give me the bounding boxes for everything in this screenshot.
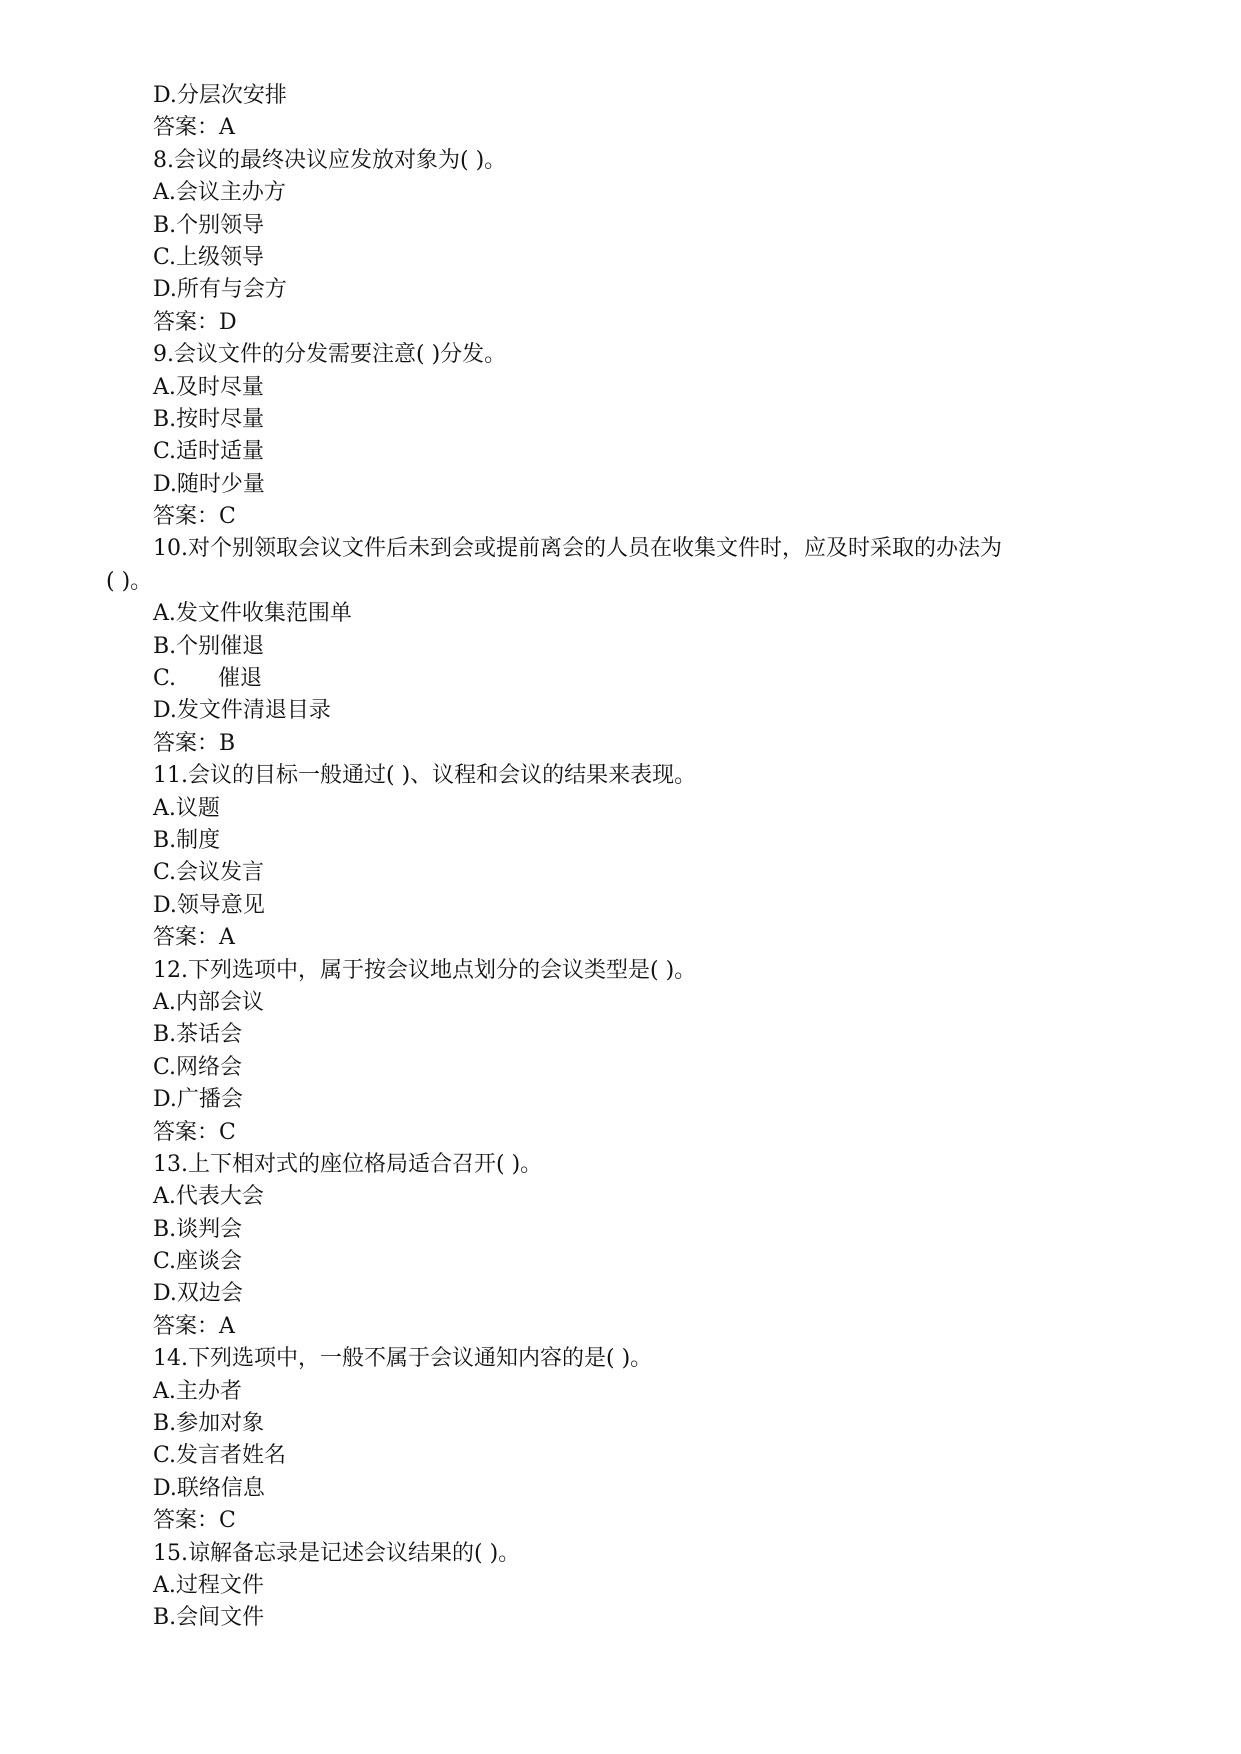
option-line: B.制度 xyxy=(153,827,221,853)
option-line: A.议题 xyxy=(153,795,220,821)
option-line: C.上级领导 xyxy=(153,244,265,270)
option-line: D.发文件清退目录 xyxy=(153,698,331,724)
answer-line: 答案：C xyxy=(153,1508,236,1534)
option-line: A.内部会议 xyxy=(153,989,264,1015)
option-line: D.随时少量 xyxy=(153,471,265,497)
answer-line: 答案：B xyxy=(153,730,236,756)
option-line: C.适时适量 xyxy=(153,439,265,465)
answer-line: 答案：C xyxy=(153,504,236,530)
question-line: 15.谅解备忘录是记述会议结果的( )。 xyxy=(153,1540,521,1566)
option-line: A.主办者 xyxy=(153,1378,242,1404)
question-continuation-line: ( )。 xyxy=(106,568,153,594)
question-line: 9.会议文件的分发需要注意( )分发。 xyxy=(153,342,507,368)
option-line: B.个别催退 xyxy=(153,633,265,659)
option-line: C. 催退 xyxy=(153,666,263,692)
option-line: B.个别领导 xyxy=(153,212,265,238)
option-line: D.领导意见 xyxy=(153,892,265,918)
option-line: C.座谈会 xyxy=(153,1249,243,1275)
question-line: 11.会议的目标一般通过( )、议程和会议的结果来表现。 xyxy=(153,763,697,789)
option-line: A.过程文件 xyxy=(153,1572,264,1598)
option-line: D.联络信息 xyxy=(153,1475,265,1501)
option-line: D.分层次安排 xyxy=(153,83,287,108)
question-line: 14.下列选项中，一般不属于会议通知内容的是( )。 xyxy=(153,1346,653,1372)
question-line: 12.下列选项中，属于按会议地点划分的会议类型是( )。 xyxy=(153,957,697,983)
question-line: 10.对个别领取会议文件后未到会或提前离会的人员在收集文件时，应及时采取的办法为 xyxy=(153,536,1002,562)
option-line: B.参加对象 xyxy=(153,1411,265,1437)
option-line: B.按时尽量 xyxy=(153,406,265,432)
option-line: D.广播会 xyxy=(153,1087,243,1113)
option-line: C.发言者姓名 xyxy=(153,1443,287,1469)
option-line: C.会议发言 xyxy=(153,860,265,886)
option-line: C.网络会 xyxy=(153,1054,243,1080)
question-line: 13.上下相对式的座位格局适合召开( )。 xyxy=(153,1151,543,1177)
answer-line: 答案：A xyxy=(153,925,235,951)
option-line: A.发文件收集范围单 xyxy=(153,601,352,627)
answer-line: 答案：A xyxy=(153,1313,235,1339)
option-line: A.代表大会 xyxy=(153,1184,264,1210)
option-line: B.茶话会 xyxy=(153,1022,243,1048)
option-line: B.谈判会 xyxy=(153,1216,243,1242)
option-line: D.双边会 xyxy=(153,1281,243,1307)
option-line: A.会议主办方 xyxy=(153,180,286,206)
option-line: B.会间文件 xyxy=(153,1605,265,1631)
answer-line: 答案：A xyxy=(153,115,235,141)
option-line: D.所有与会方 xyxy=(153,277,287,303)
question-list xyxy=(106,80,1163,1635)
question-line: 8.会议的最终决议应发放对象为( )。 xyxy=(153,147,507,173)
option-line: A.及时尽量 xyxy=(153,374,264,400)
answer-line: 答案：C xyxy=(153,1119,236,1145)
answer-line: 答案：D xyxy=(153,309,237,335)
